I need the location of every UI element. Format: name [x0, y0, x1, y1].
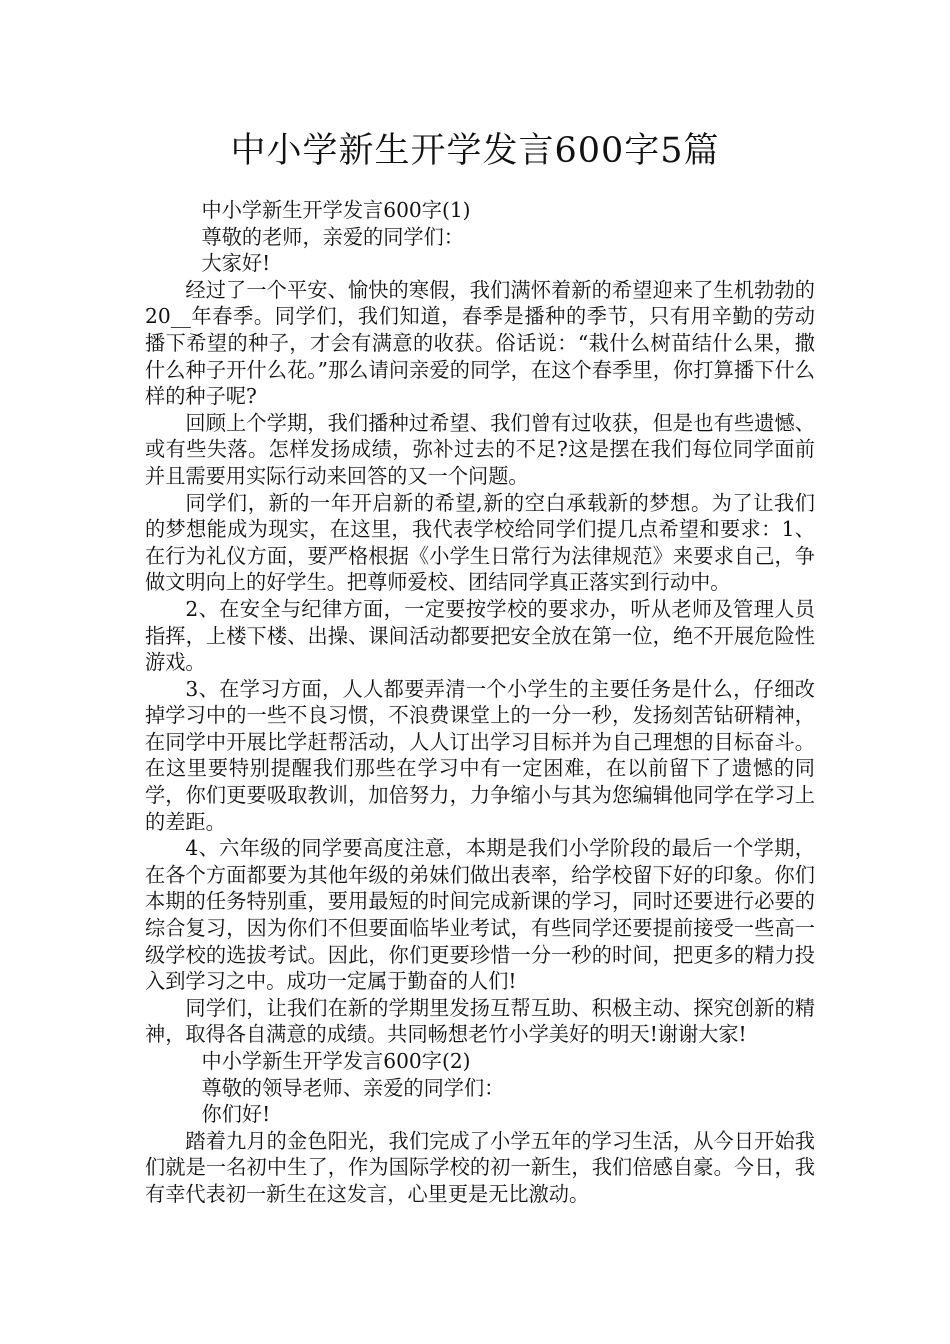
paragraph: 踏着九月的金色阳光，我们完成了小学五年的学习生活，从今日开始我们就是一名初中生了，作为国际学校的初一新生，我们倍感自豪。今日，我有幸代表初一新生在这发言，心里更是无比激动。 — [145, 1128, 815, 1206]
paragraph: 回顾上个学期，我们播种过希望、我们曾有过收获，但是也有些遗憾、或有些失落。怎样发扬成绩，弥补过去的不足?这是摆在我们每位同学面前并且需要用实际行动来回答的又一个问题。 — [145, 410, 815, 488]
section-heading: 中小学新生开学发言600字(1) — [201, 198, 471, 222]
document-body — [145, 197, 815, 1208]
paragraph: 3、在学习方面，人人都要弄清一个小学生的主要任务是什么，仔细改掉学习中的一些不良习惯，不浪费课堂上的一分一秒，发扬刻苦钻研精神，在同学中开展比学赶帮活动，人人订出学习目标并为自己理想的目标奋斗。在这里要特别提醒我们那些在学习中有一定困难，在以前留下了遗憾的同学，你们更要吸取教训，加倍努力，力争缩小与其为您编辑他同学在学习上的差距。 — [145, 676, 815, 834]
paragraph: 同学们，新的一年开启新的希望,新的空白承载新的梦想。为了让我们的梦想能成为现实，在这里，我代表学校给同学们提几点希望和要求：1、在行为礼仪方面，要严格根据《小学生日常行为法律规范》来要求自己，争做文明向上的好学生。把尊师爱校、团结同学真正落实到行动中。 — [145, 490, 815, 595]
section-greeting: 尊敬的领导老师、亲爱的同学们： — [201, 1075, 505, 1100]
paragraph: 同学们，让我们在新的学期里发扬互帮互助、积极主动、探究创新的精神，取得各自满意的成绩。共同畅想老竹小学美好的明天!谢谢大家! — [145, 995, 815, 1047]
paragraph: 经过了一个平安、愉快的寒假，我们满怀着新的希望迎来了生机勃勃的20__年春季。同学们，我们知道，春季是播种的季节，只有用辛勤的劳动播下希望的种子，才会有满意的收获。俗话说：“栽什么树苗结什么果，撒什么种子开什么花。”那么请问亲爱的同学，在这个春季里，你打算播下什么样的种子呢? — [145, 277, 815, 409]
section-opening: 大家好! — [201, 251, 271, 276]
section-heading: 中小学新生开学发言600字(2) — [201, 1049, 471, 1073]
paragraph: 2、在安全与纪律方面，一定要按学校的要求办，听从老师及管理人员指挥，上楼下楼、出操、课间活动都要把安全放在第一位，绝不开展危险性游戏。 — [145, 596, 815, 675]
paragraph: 4、六年级的同学要高度注意，本期是我们小学阶段的最后一个学期，在各个方面都要为其他年级的弟妹们做出表率，给学校留下好的印象。你们本期的任务特别重，要用最短的时间完成新课的学习，同时还要进行必要的综合复习，因为你们不但要面临毕业考试，有些同学还要提前接受一些高一级学校的选拔考试。因此，你们更要珍惜一分一秒的时间，把更多的精力投入到学习之中。成功一定属于勤奋的人们! — [145, 836, 815, 994]
section-opening: 你们好! — [201, 1102, 271, 1127]
document-title: 中小学新生开学发言600字5篇 — [230, 131, 720, 171]
section-greeting: 尊敬的老师，亲爱的同学们： — [201, 224, 464, 249]
